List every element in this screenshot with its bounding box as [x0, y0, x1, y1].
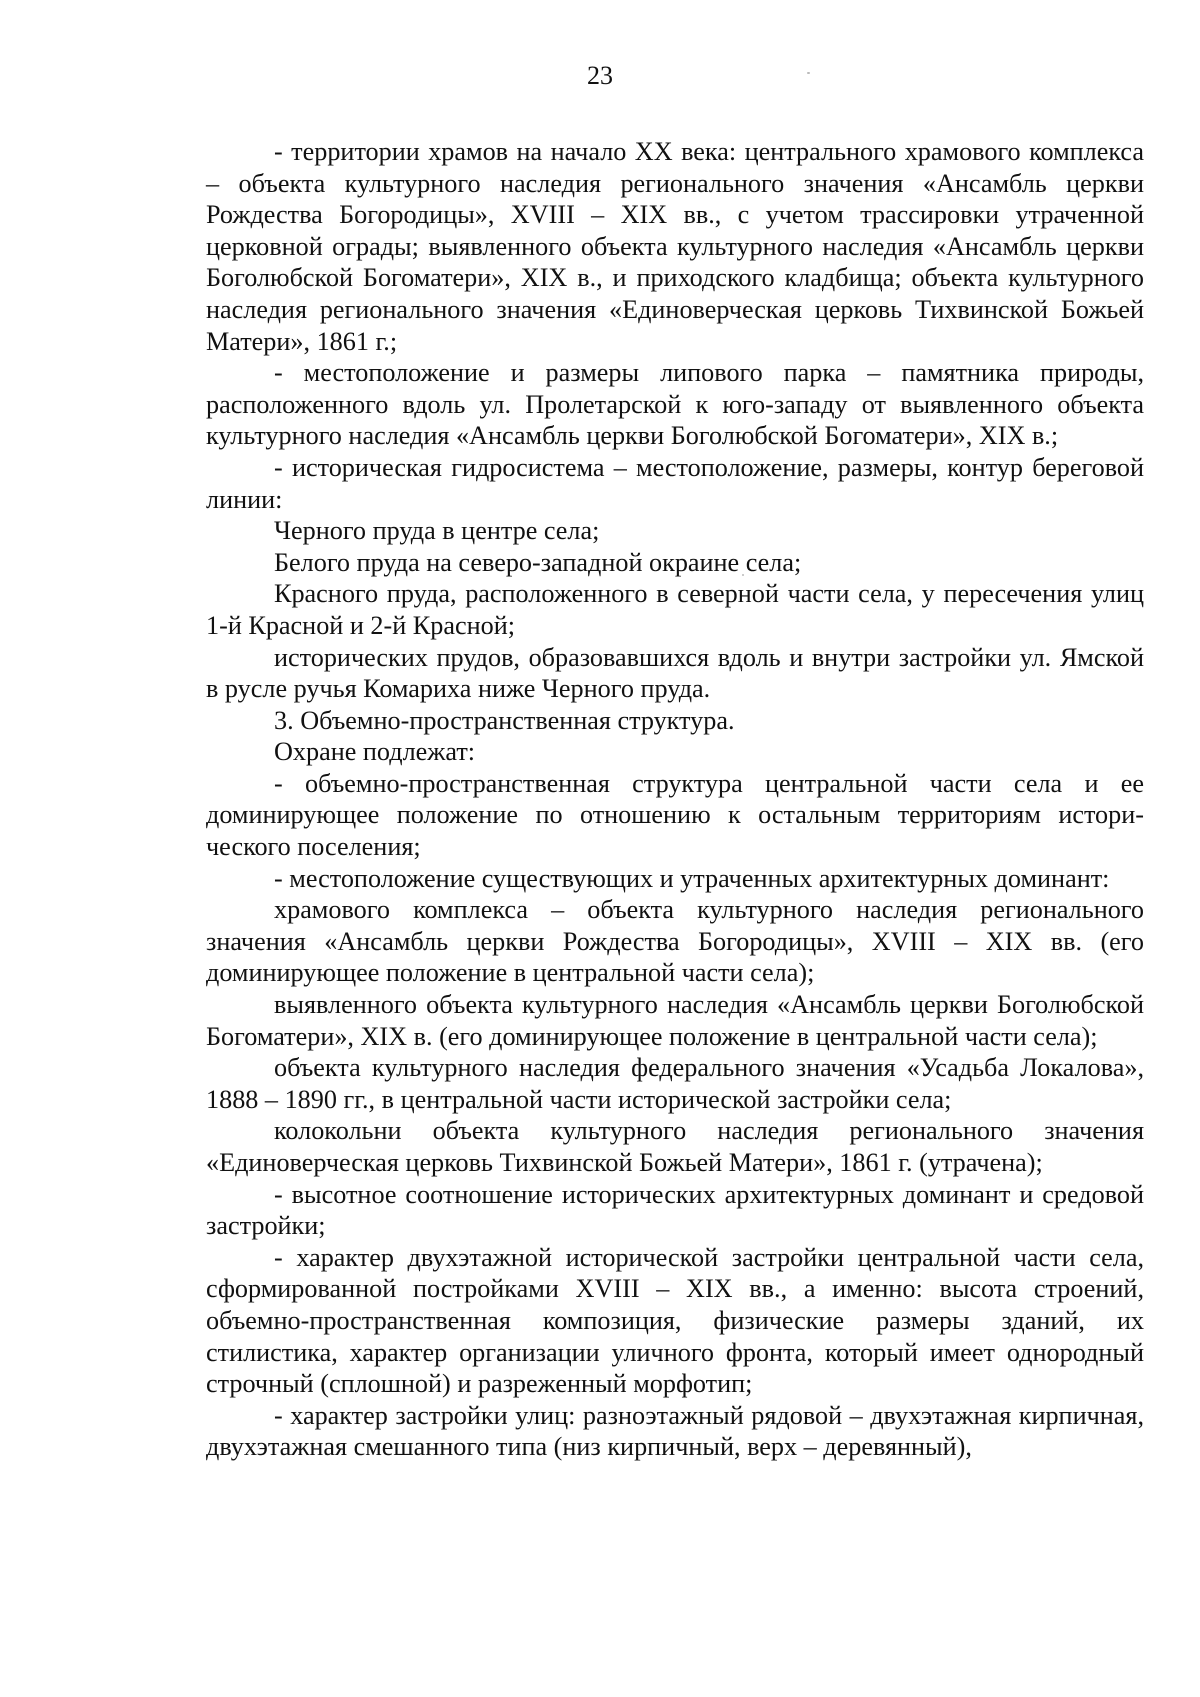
- paragraph: храмового комплекса – объекта культурного наследия регионального значения «Ансамбль церкви Рождества Богородицы», XVIII – XIX вв. (его доминирующее положение в центральной части села);: [206, 895, 1144, 988]
- page-number: 23: [587, 61, 613, 90]
- paragraph: выявленного объекта культурного наследия «Ансамбль церкви Боголюбской Богоматери», XIX в. (его доминирующее положение в центральной части села);: [206, 990, 1144, 1051]
- paragraph: - местоположение существующих и утраченных архитектурных доминант:: [274, 863, 1110, 893]
- paragraph: исторических прудов, образовавшихся вдоль и внутри застройки ул. Ямской в русле ручья Комариха ниже Черного пруда.: [206, 642, 1144, 704]
- paragraph: Белого пруда на северо-западной окраине села;: [274, 547, 802, 577]
- paragraph: колокольни объекта культурного наследия регионального значения «Единоверческая церковь Тихвинской Божьей Матери», 1861 г. (утрачена);: [206, 1116, 1144, 1177]
- paragraph: - объемно-пространственная структура центральной части села и ее доминирующее положение по отношению к остальным территориям исторического поселения;: [206, 768, 1144, 862]
- section-heading: 3. Объемно-пространственная структура.: [274, 705, 735, 735]
- paragraph: Красного пруда, расположенного в северной части села, у пересечения улиц 1-й Красной и 2-й Красной;: [206, 579, 1144, 640]
- paragraph: - историческая гидросистема – местоположение, размеры, контур береговой линии:: [206, 452, 1144, 514]
- paragraph: Охране подлежат:: [274, 737, 476, 767]
- document-body: [206, 136, 1144, 1463]
- scan-speck: [807, 72, 810, 74]
- paragraph: - высотное соотношение исторических архитектурных доминант и средовой застройки;: [206, 1179, 1144, 1241]
- paragraph: - характер застройки улиц: разноэтажный рядовой – двухэтажная кирпичная, двухэтажная смешанного типа (низ кирпичный, верх – деревянный),: [206, 1400, 1144, 1462]
- paragraph: - территории храмов на начало XX века: центрального храмового комплекса – объекта культурного наследия регионального значения «Ансамбль церкви Рождества Богородицы», XVIII – XIX вв., с учетом трассировки утраченной церковной ограды; выявленного объекта культурного наследия «Ансамбль церкви Боголюбской Богоматери», XIX в., и приходского кладбища; объекта культурного наследия регионального значения «Единоверческая церковь Тихвинской Божьей Матери», 1861 г.;: [206, 137, 1144, 356]
- paragraph: Черного пруда в центре села;: [274, 516, 600, 546]
- paragraph: - характер двухэтажной исторической застройки центральной части села, сформированной постройками XVIII – XIX вв., а именно: высота строений, объемно-пространственная композиция, физические размеры зданий, их стилистика, характер организации уличного фронта, который имеет однородный строчный (сплошной) и разреженный морфотип;: [206, 1242, 1144, 1399]
- paragraph: - местоположение и размеры липового парка – памятника природы, расположенного вдоль ул. Пролетарской к юго-западу от выявленного объекта культурного наследия «Ансамбль церкви Боголюбской Богоматери», XIX в.;: [206, 358, 1144, 451]
- paragraph: объекта культурного наследия федерального значения «Усадьба Локалова», 1888 – 1890 гг., в центральной части исторической застройки села;: [206, 1053, 1144, 1114]
